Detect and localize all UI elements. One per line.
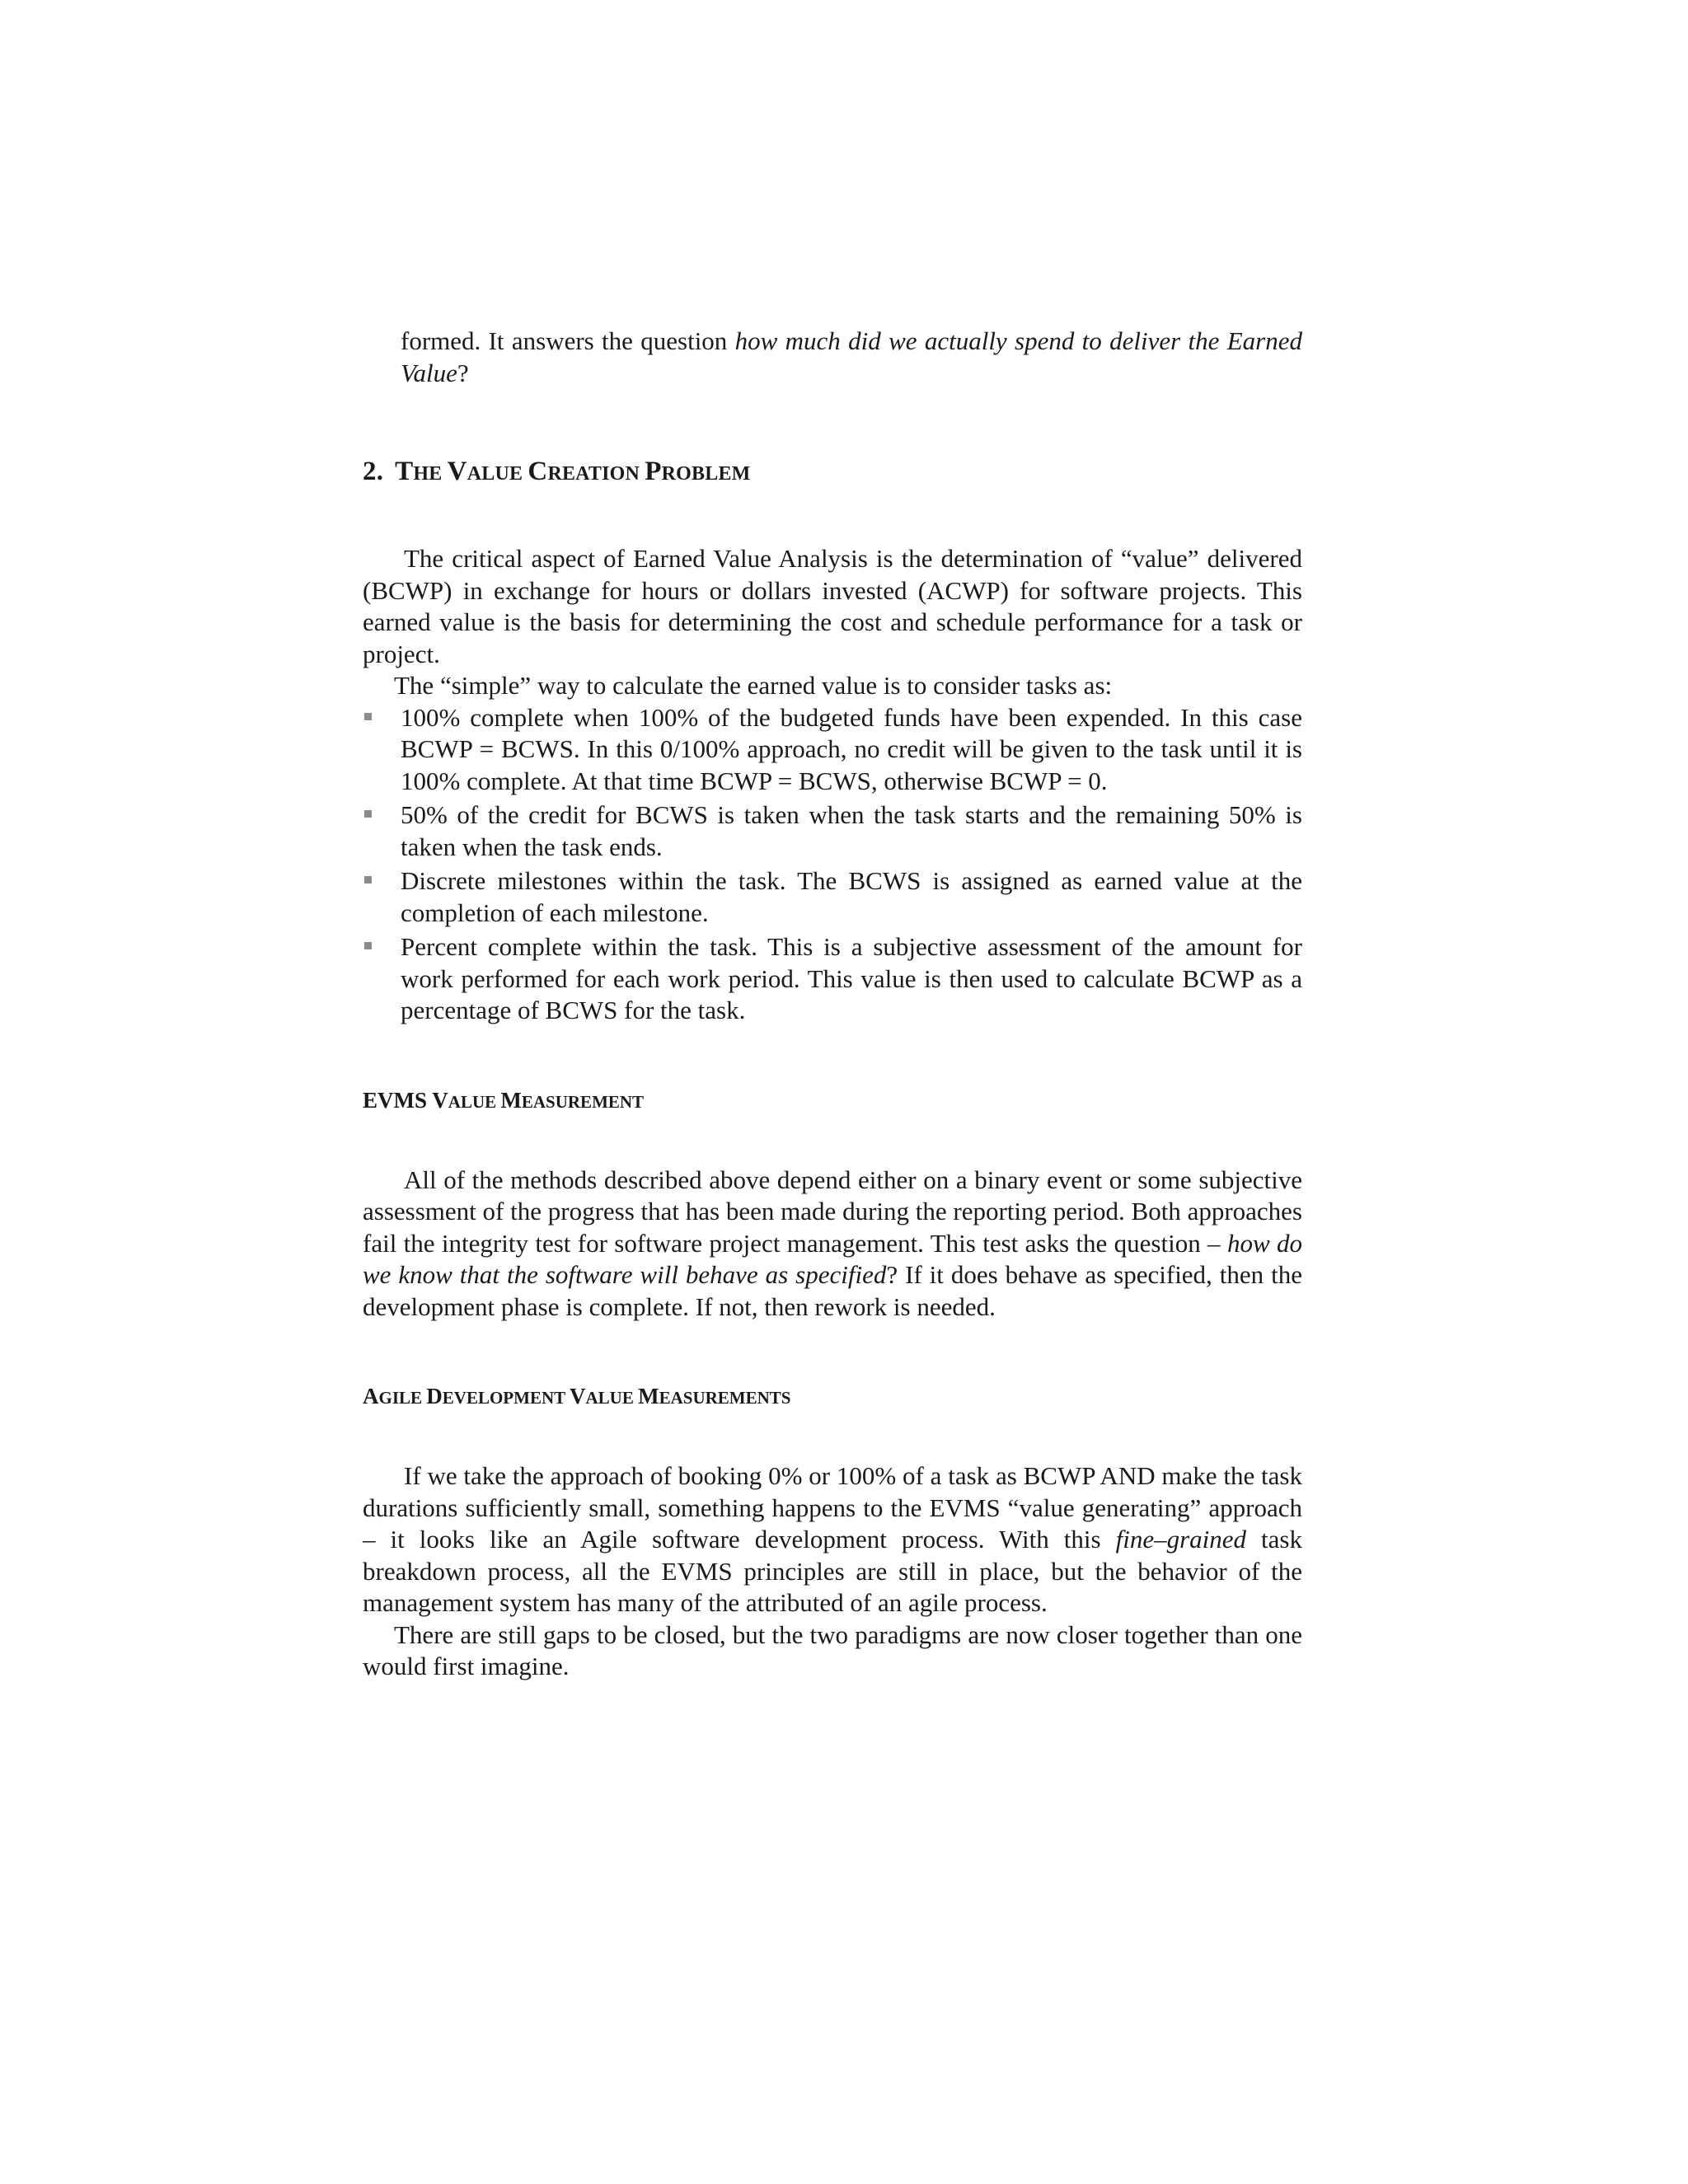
- body-paragraph: [363, 1165, 1302, 1324]
- paragraph-text: ? If it does behave as specified, then the development phase is complete. If not, then rework is needed.: [363, 1260, 1302, 1321]
- heading-part: V: [432, 1087, 448, 1113]
- heading-part: ROBLEM: [661, 463, 751, 485]
- heading-part: C: [528, 457, 548, 486]
- heading-part: V: [447, 457, 467, 486]
- heading-part: REATION: [547, 463, 645, 485]
- paragraph-italic-text: fine–grained: [1115, 1525, 1247, 1554]
- heading-part: P: [645, 457, 662, 486]
- subsection-heading-evms: [363, 1088, 1302, 1113]
- heading-part: EVMS: [363, 1087, 433, 1113]
- square-bullet-icon: [364, 942, 372, 949]
- section-number: 2.: [363, 457, 384, 486]
- paragraph-text: ?: [457, 358, 469, 387]
- heading-part: V: [570, 1384, 586, 1408]
- heading-part: D: [426, 1384, 443, 1408]
- continued-paragraph: [363, 326, 1302, 389]
- list-item: [363, 799, 1302, 863]
- paragraph-italic-text: how do we know that the software will behave as specified: [363, 1228, 1302, 1289]
- document-page: [363, 326, 1302, 1683]
- body-paragraph: [363, 1460, 1302, 1619]
- body-paragraph: The “simple” way to calculate the earned value is to consider tasks as:: [394, 671, 1113, 700]
- heading-part: M: [500, 1087, 522, 1113]
- section-heading-value-creation: [363, 457, 1302, 487]
- list-item: [363, 865, 1302, 929]
- heading-part: T: [395, 457, 414, 486]
- body-paragraph: There are still gaps to be closed, but the two paradigms are now closer together than one would first imagine.: [363, 1619, 1302, 1680]
- heading-part: M: [638, 1384, 659, 1408]
- list-item-text: Discrete milestones within the task. The BCWS is assigned as earned value at the completion of each milestone.: [401, 866, 1302, 927]
- list-item: [363, 702, 1302, 798]
- subsection-heading-agile: [363, 1384, 1302, 1409]
- square-bullet-icon: [364, 876, 372, 883]
- list-item: [363, 931, 1302, 1027]
- list-item-text: Percent complete within the task. This is a subjective assessment of the amount for work performed for each work period. This value is then used to calculate BCWP as a percentage of BCWS for the task.: [401, 932, 1302, 1024]
- square-bullet-icon: [364, 713, 372, 720]
- heading-part: EVELOPMENT: [442, 1388, 570, 1408]
- heading-part: EASUREMENT: [521, 1091, 645, 1112]
- body-paragraph: The critical aspect of Earned Value Analysis is the determination of “value” delivered (BCWP) in exchange for hours or dollars invested (ACWP) for software projects. This earned value is the basis for determining the cost and schedule performance for a task or project.: [363, 544, 1302, 668]
- heading-part: ALUE: [467, 463, 528, 485]
- heading-part: ALUE: [585, 1388, 639, 1408]
- bullet-list: [363, 702, 1302, 1027]
- heading-part: A: [363, 1384, 379, 1408]
- heading-part: GILE: [378, 1388, 427, 1408]
- paragraph-text: formed. It answers the question: [401, 326, 735, 355]
- paragraph-text: If we take the approach of booking 0% or 100% of a task as BCWP AND make the task durations sufficiently small, something happens to the EVMS “value generating” approach – it looks like an Agile software development process. With this: [363, 1461, 1302, 1554]
- heading-part: ALUE: [448, 1091, 501, 1112]
- paragraph-text: All of the methods described above depend either on a binary event or some subjective assessment of the progress that has been made during the reporting period. Both approaches fail the integrity test for software project management. This test asks the question –: [363, 1165, 1302, 1258]
- paragraph-italic-text: how much did we actually spend to deliver the Earned Value: [401, 326, 1302, 387]
- heading-part: EASUREMENTS: [659, 1388, 791, 1408]
- list-item-text: 100% complete when 100% of the budgeted funds have been expended. In this case BCWP = BCWS. In this 0/100% approach, no credit will be given to the task until it is 100% complete. At that time BCWP = BCWS, otherwise BCWP = 0.: [401, 702, 1302, 795]
- heading-part: HE: [413, 463, 448, 485]
- list-item-text: 50% of the credit for BCWS is taken when the task starts and the remaining 50% is taken when the task ends.: [401, 800, 1302, 861]
- square-bullet-icon: [364, 810, 372, 818]
- paragraph-text: task breakdown process, all the EVMS principles are still in place, but the behavior of the management system has many of the attributed of an agile process.: [363, 1525, 1302, 1617]
